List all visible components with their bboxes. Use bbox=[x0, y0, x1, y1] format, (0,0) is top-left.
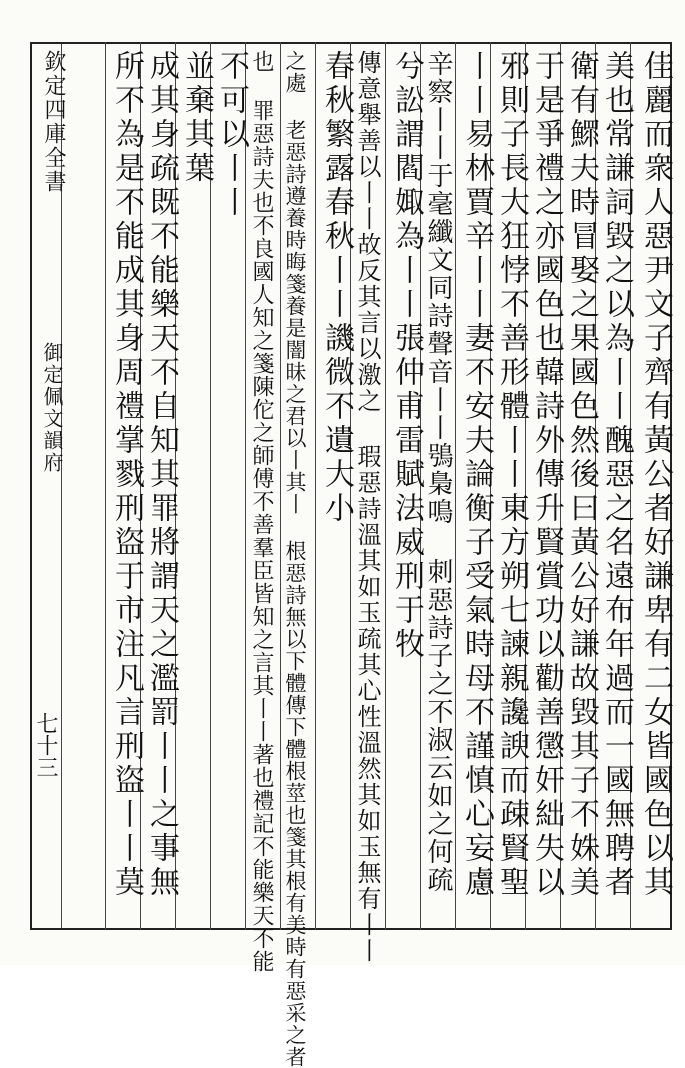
column-text: 邪則子長大狂悖不善形體丨丨東方朔七諫親讒諛而疎賢聖 bbox=[494, 50, 529, 900]
column-text: 傳意舉善以丨丨故反其言以激之 瑕惡詩溫其如玉疏其心性溫然其如玉無有丨丨 bbox=[353, 50, 381, 964]
page-number: 七十三 bbox=[33, 712, 58, 778]
text-column bbox=[280, 42, 315, 1068]
column-text: 之處 老惡詩遵養時晦箋養是闇昧之君以丨其丨 根惡詩無以下體傳下體根莖也箋其根有美時有惡采之者 bbox=[283, 50, 307, 1068]
book-title: 欽定四庫全書 bbox=[41, 50, 66, 194]
column-text: 並棄其葉 bbox=[179, 50, 214, 186]
text-body bbox=[30, 42, 673, 1068]
text-column bbox=[315, 42, 354, 930]
column-text: 兮訟謂閻娵為丨丨張仲甫雷賦法威刑于牧 bbox=[389, 50, 424, 662]
book-subtitle: 御定佩文韻府 bbox=[40, 342, 64, 474]
column-text: 衛有鰥夫時冒娶之果國色然後曰黃公好謙故毀其子不姝美 bbox=[564, 50, 599, 900]
column-text: 春秋繁露春秋丨丨譏微不遺大小 bbox=[319, 50, 354, 526]
column-text: 也 罪惡詩夫也不良國人知之箋陳佗之師傅不善羣臣皆知之言其丨丨著也禮記不能樂天不能 bbox=[249, 50, 274, 973]
text-column bbox=[630, 42, 673, 930]
column-text: 佳麗而衆人惡尹文子齊有黃公者好謙卑有二女皆國色以其 bbox=[638, 50, 673, 900]
column-text: 于是爭禮之亦國色也韓詩外傳升賢賞功以勸善懲奸絀失以 bbox=[529, 50, 564, 900]
column-text: 成其身疏既不能樂天不自知其罪將謂天之濫罰丨丨之事無 bbox=[144, 50, 179, 900]
column-text: 丨丨易林賈辛丨丨妻不安夫論衡子受氣時母不謹慎心妄慮 bbox=[459, 50, 494, 900]
column-text: 美也常謙詞毀之以為丨丨醜惡之名遠布年過而一國無聘者 bbox=[599, 50, 634, 900]
column-text: 所不為是不能成其身周禮掌戮刑盜于市注凡言刑盜丨丨莫 bbox=[109, 50, 144, 900]
text-column bbox=[105, 42, 144, 930]
text-column bbox=[385, 42, 424, 930]
text-column bbox=[455, 42, 494, 930]
column-text: 辛察丨丨于毫纖文同詩聲音丨丨鴞梟鳴 刺惡詩子之不淑云如之何疏 bbox=[423, 50, 453, 894]
column-text: 不可以丨丨 bbox=[214, 50, 249, 220]
